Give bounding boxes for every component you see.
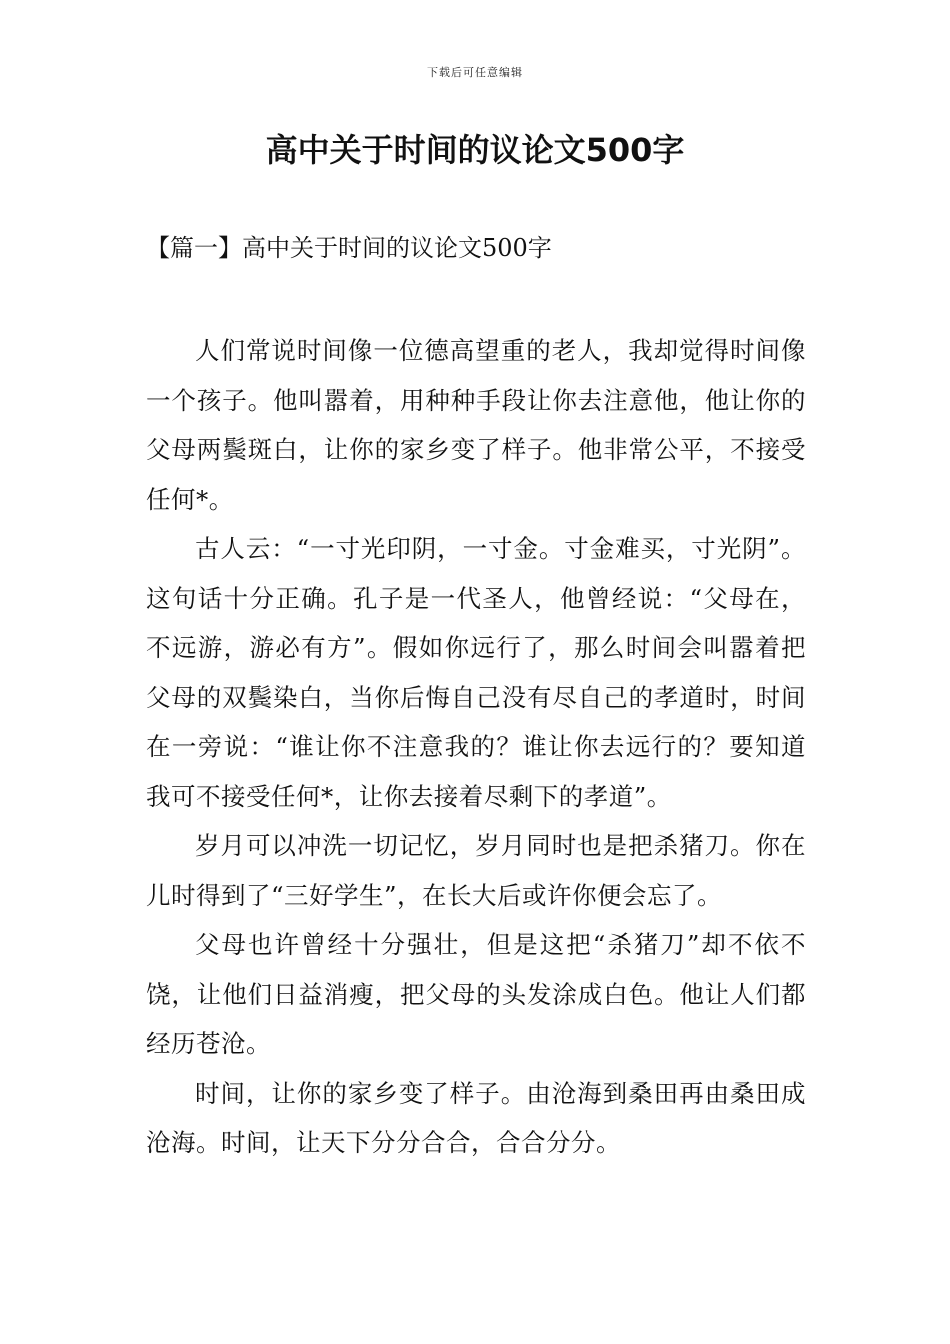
document-body xyxy=(146,326,806,1168)
paragraph-4: 父母也许曾经十分强壮，但是这把“杀猪刀”却不依不饶，让他们日益消瘦，把父母的头发涂成白色。他让人们都经历苍沧。 xyxy=(146,930,806,1058)
document-title: 高中关于时间的议论文500字 xyxy=(265,131,685,169)
header-note: 下载后可任意编辑 xyxy=(427,66,523,79)
section-heading: 【篇一】高中关于时间的议论文500字 xyxy=(146,234,552,262)
paragraph-3: 岁月可以冲洗一切记忆，岁月同时也是把杀猪刀。你在儿时得到了“三好学生”，在长大后或许你便会忘了。 xyxy=(146,831,806,910)
paragraph-2: 古人云：“一寸光印阴，一寸金。寸金难买，寸光阴”。这句话十分正确。孔子是一代圣人，他曾经说：“父母在，不远游，游必有方”。假如你远行了，那么时间会叫嚣着把父母的双鬓染白，当你后悔自己没有尽自己的孝道时，时间在一旁说：“谁让你不注意我的？谁让你去远行的？要知道我可不接受任何*，让你去接着尽剩下的孝道”。 xyxy=(146,534,806,811)
paragraph-5: 时间，让你的家乡变了样子。由沧海到桑田再由桑田成沧海。时间，让天下分分合合，合合分分。 xyxy=(146,1078,806,1157)
paragraph-1: 人们常说时间像一位德高望重的老人，我却觉得时间像一个孩子。他叫嚣着，用种种手段让你去注意他，他让你的父母两鬓斑白，让你的家乡变了样子。他非常公平，不接受任何*。 xyxy=(146,336,806,514)
